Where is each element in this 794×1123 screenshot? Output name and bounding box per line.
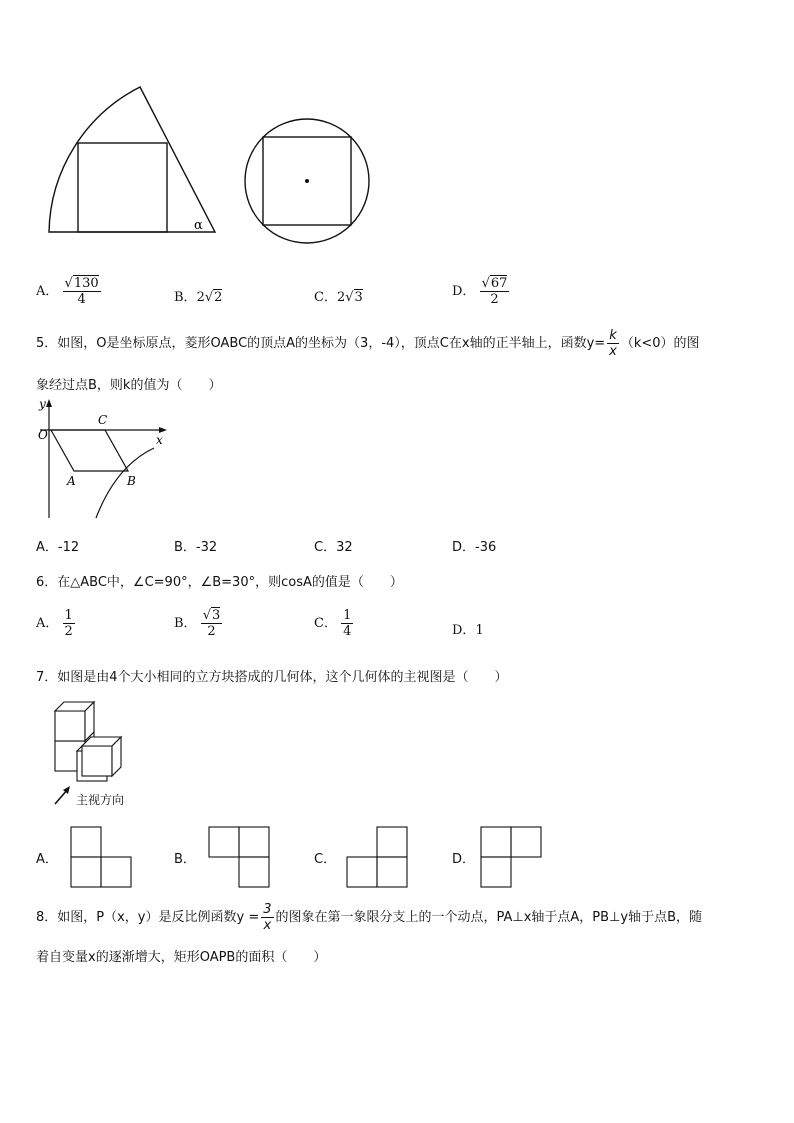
q6-question: 6．在△ABC中，∠C=90°，∠B=30°，则cosA的值是（ ） <box>36 575 403 590</box>
q6-option-a[interactable]: A． $\frac{1}{2}$ <box>36 608 73 639</box>
q4-option-b[interactable]: B．2√2 <box>174 290 223 305</box>
point-a-label: A <box>67 474 76 488</box>
q6-option-b[interactable]: B． $\frac{√3}{2}$ <box>174 608 221 639</box>
q7-option-a[interactable]: A． <box>36 852 58 867</box>
q4-option-a[interactable]: A． $\frac{√130}{4}$ <box>36 276 99 307</box>
q5-option-c[interactable]: C．32 <box>314 540 353 555</box>
point-c-label: C <box>98 413 108 427</box>
q7-option-d-figure <box>480 826 542 888</box>
y-axis-label: y <box>39 397 46 411</box>
q5-option-b[interactable]: B．-32 <box>174 540 218 555</box>
q5-question-line2: 象经过点B，则k的值为（ ） <box>36 378 222 393</box>
q8-question-line2: 着自变量x的逐渐增大，矩形OAPB的面积（ ） <box>36 950 327 965</box>
cube-stack-figure <box>44 698 140 792</box>
sector-square-figure <box>40 80 225 240</box>
q7-option-a-figure <box>70 826 132 888</box>
angle-alpha-label: α <box>194 218 203 233</box>
q5-question-line1: 5．如图，O是坐标原点，菱形OABC的顶点A的坐标为（3，-4），顶点C在x轴的正半轴上，函数y= $\frac{k}{x}$ （k<0）的图 <box>36 328 700 359</box>
origin-label: O <box>38 428 48 442</box>
q7-question: 7．如图是由4个大小相同的立方块搭成的几何体，这个几何体的主视图是（ ） <box>36 670 508 685</box>
q5-option-d[interactable]: D．-36 <box>452 540 497 555</box>
q5-option-a[interactable]: A．-12 <box>36 540 80 555</box>
q4-option-d[interactable]: D． $\frac{√67}{2}$ <box>452 276 508 307</box>
q6-option-d[interactable]: D．1 <box>452 623 484 638</box>
q8-question-line1: 8．如图，P（x，y）是反比例函数y = $\frac{3}{x}$ 的图象在第一象限分支上的一个动点，PA⊥x轴于点A，PB⊥y轴于点B，随 <box>36 902 703 933</box>
rhombus-hyperbola-figure <box>36 396 171 524</box>
q7-option-c[interactable]: C． <box>314 852 337 867</box>
view-direction-caption: 主视方向 <box>76 793 125 807</box>
point-b-label: B <box>127 474 136 488</box>
q7-option-b[interactable]: B． <box>174 852 196 867</box>
q4-option-c[interactable]: C．2√3 <box>314 290 363 305</box>
q7-option-d[interactable]: D． <box>452 852 476 867</box>
x-axis-label: x <box>156 433 163 447</box>
q6-option-c[interactable]: C． $\frac{1}{4}$ <box>314 608 352 639</box>
view-direction-arrow-icon <box>52 784 74 806</box>
circle-square-figure <box>242 118 374 248</box>
q7-option-c-figure <box>346 826 408 888</box>
q7-option-b-figure <box>208 826 270 888</box>
